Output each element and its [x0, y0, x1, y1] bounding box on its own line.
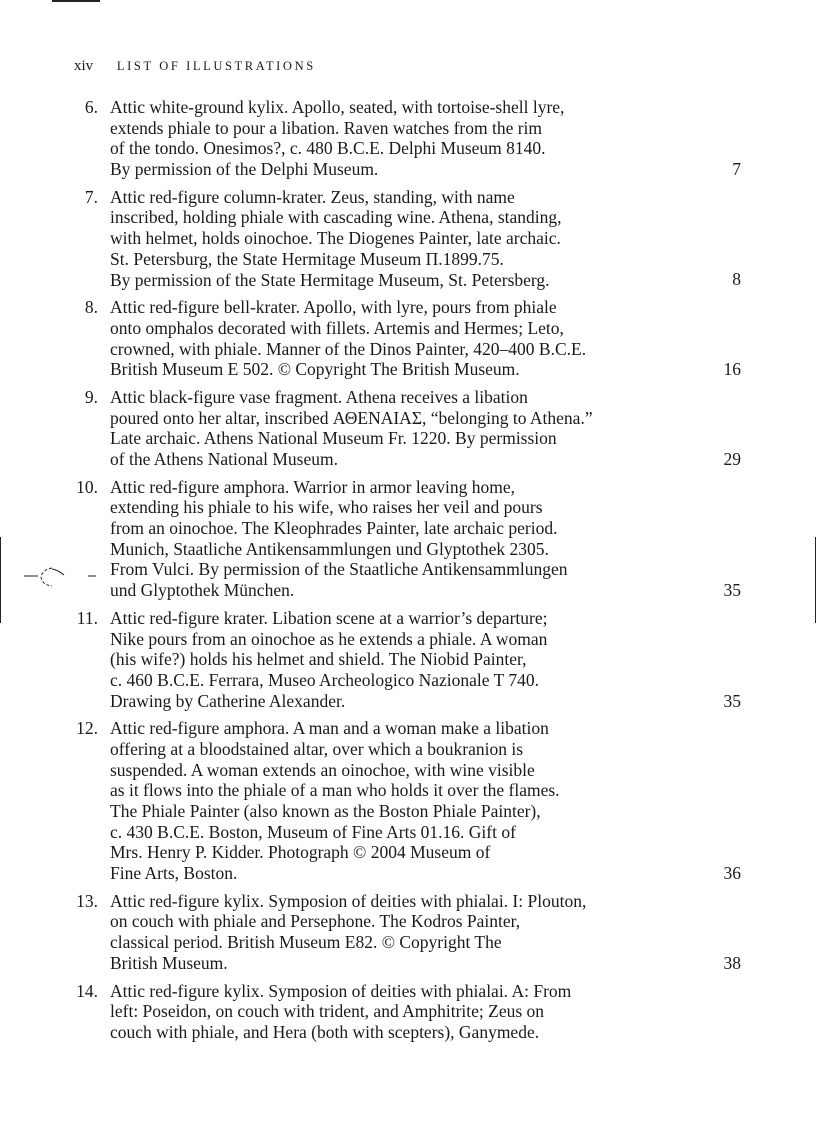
entry-caption: [110, 981, 816, 1043]
entry-caption: [110, 608, 816, 711]
caption-line: crowned, with phiale. Manner of the Dinos Painter, 420–400 B.C.E.: [110, 338, 587, 359]
caption-line: By permission of the Delphi Museum.: [110, 159, 379, 180]
entry-caption: [110, 297, 816, 380]
page-number: 35: [723, 690, 741, 711]
caption-line: offering at a bloodstained altar, over which a boukranion is: [110, 738, 524, 759]
caption-line: inscribed, holding phiale with cascading wine. Athena, standing,: [110, 207, 562, 228]
entry-number: 14.: [76, 980, 98, 1001]
caption-line: c. 430 B.C.E. Boston, Museum of Fine Arts 01.16. Gift of: [110, 821, 516, 842]
page-number: 38: [723, 952, 741, 973]
caption-line: on couch with phiale and Persephone. The Kodros Painter,: [110, 911, 521, 932]
caption-line: Nike pours from an oinochoe as he extends a phiale. A woman: [110, 628, 548, 649]
caption-line: extends phiale to pour a libation. Raven watches from the rim: [110, 117, 543, 138]
caption-line: Attic red-figure column-krater. Zeus, standing, with name: [110, 186, 515, 207]
running-head: [74, 58, 316, 75]
illustration-entry: [0, 608, 816, 711]
entry-caption: [110, 187, 816, 290]
illustration-entry: [0, 477, 816, 601]
illustration-entry: [0, 187, 816, 290]
caption-line: left: Poseidon, on couch with trident, and Amphitrite; Zeus on: [110, 1001, 545, 1022]
caption-line: The Phiale Painter (also known as the Boston Phiale Painter),: [110, 801, 541, 821]
page-number: 16: [723, 359, 741, 380]
caption-line: British Museum E 502. © Copyright The British Museum.: [110, 359, 520, 380]
entry-number: 13.: [76, 890, 98, 911]
caption-line: of the tondo. Onesimos?, c. 480 B.C.E. Delphi Museum 8140.: [110, 138, 546, 159]
entry-caption: [110, 97, 816, 180]
entry-number: 9.: [84, 386, 98, 407]
crop-mark-top: [52, 0, 100, 2]
caption-line: Attic red-figure bell-krater. Apollo, with lyre, pours from phiale: [110, 297, 557, 318]
page-number: 8: [732, 269, 741, 290]
caption-line: onto omphalos decorated with fillets. Artemis and Hermes; Leto,: [110, 317, 564, 338]
caption-line: Attic black-figure vase fragment. Athena receives a libation: [110, 386, 528, 407]
entry-number: 6.: [84, 97, 98, 117]
caption-line: of the Athens National Museum.: [110, 449, 338, 469]
illustration-entry: [0, 981, 816, 1043]
caption-line: Munich, Staatliche Antikensammlungen und Glyptothek 2305.: [110, 538, 549, 559]
caption-line: Attic red-figure amphora. Warrior in armor leaving home,: [110, 476, 515, 497]
illustration-entry: [0, 891, 816, 974]
caption-line: By permission of the State Hermitage Museum, St. Petersberg.: [110, 269, 550, 290]
illustration-entry: [0, 387, 816, 470]
running-title: LIST OF ILLUSTRATIONS: [116, 59, 316, 73]
caption-line: with helmet, holds oinochoe. The Diogenes Painter, late archaic.: [110, 228, 561, 249]
caption-line: Fine Arts, Boston.: [110, 863, 238, 884]
entry-number: 7.: [84, 186, 98, 207]
caption-line: (his wife?) holds his helmet and shield. The Niobid Painter,: [110, 649, 527, 670]
entry-caption: [110, 891, 816, 974]
caption-line: British Museum.: [110, 952, 228, 973]
page-number: 29: [723, 448, 741, 469]
caption-line: couch with phiale, and Hera (both with scepters), Ganymede.: [110, 1021, 540, 1042]
caption-line: as it flows into the phiale of a man who holds it over the flames.: [110, 780, 560, 801]
page-number: 35: [723, 580, 741, 601]
caption-line: St. Petersburg, the State Hermitage Museum Π.1899.75.: [110, 248, 504, 269]
page-folio: xiv: [74, 58, 94, 74]
entry-caption: [110, 387, 816, 470]
caption-line: Attic red-figure kylix. Symposion of deities with phialai. I: Plouton,: [110, 890, 587, 911]
caption-line: Mrs. Henry P. Kidder. Photograph © 2004 Museum of: [110, 842, 491, 863]
caption-line: classical period. British Museum E82. © Copyright The: [110, 932, 502, 953]
caption-line: from an oinochoe. The Kleophrades Painter, late archaic period.: [110, 518, 558, 539]
caption-line: Attic red-figure krater. Libation scene at a warrior’s departure;: [110, 607, 548, 628]
entry-number: 10.: [76, 476, 98, 497]
caption-line: poured onto her altar, inscribed ΑΘΕΝΑΙΑΣ, “belonging to Athena.”: [110, 407, 593, 428]
entry-caption: [110, 718, 816, 884]
entry-caption: [110, 477, 816, 601]
illustration-entry: [0, 718, 816, 884]
illustration-entry: [0, 97, 816, 180]
entry-number: 11.: [76, 607, 98, 628]
caption-line: Attic red-figure amphora. A man and a woman make a libation: [110, 718, 549, 739]
caption-line: und Glyptothek München.: [110, 580, 295, 601]
entry-number: 8.: [84, 297, 98, 318]
illustration-entry: [0, 297, 816, 380]
caption-line: Drawing by Catherine Alexander.: [110, 690, 346, 711]
caption-line: Attic red-figure kylix. Symposion of deities with phialai. A: From: [110, 980, 572, 1001]
illustration-list: [0, 97, 816, 1050]
caption-line: extending his phiale to his wife, who raises her veil and pours: [110, 497, 543, 518]
caption-line: Attic white-ground kylix. Apollo, seated, with tortoise-shell lyre,: [110, 97, 565, 117]
page-number: 36: [723, 863, 741, 884]
caption-line: c. 460 B.C.E. Ferrara, Museo Archeologico Nazionale T 740.: [110, 669, 539, 690]
caption-line: suspended. A woman extends an oinochoe, with wine visible: [110, 759, 535, 780]
page-number: 7: [732, 159, 741, 180]
entry-number: 12.: [76, 718, 98, 739]
caption-line: Late archaic. Athens National Museum Fr. 1220. By permission: [110, 428, 557, 449]
caption-line: From Vulci. By permission of the Staatliche Antikensammlungen: [110, 559, 568, 580]
